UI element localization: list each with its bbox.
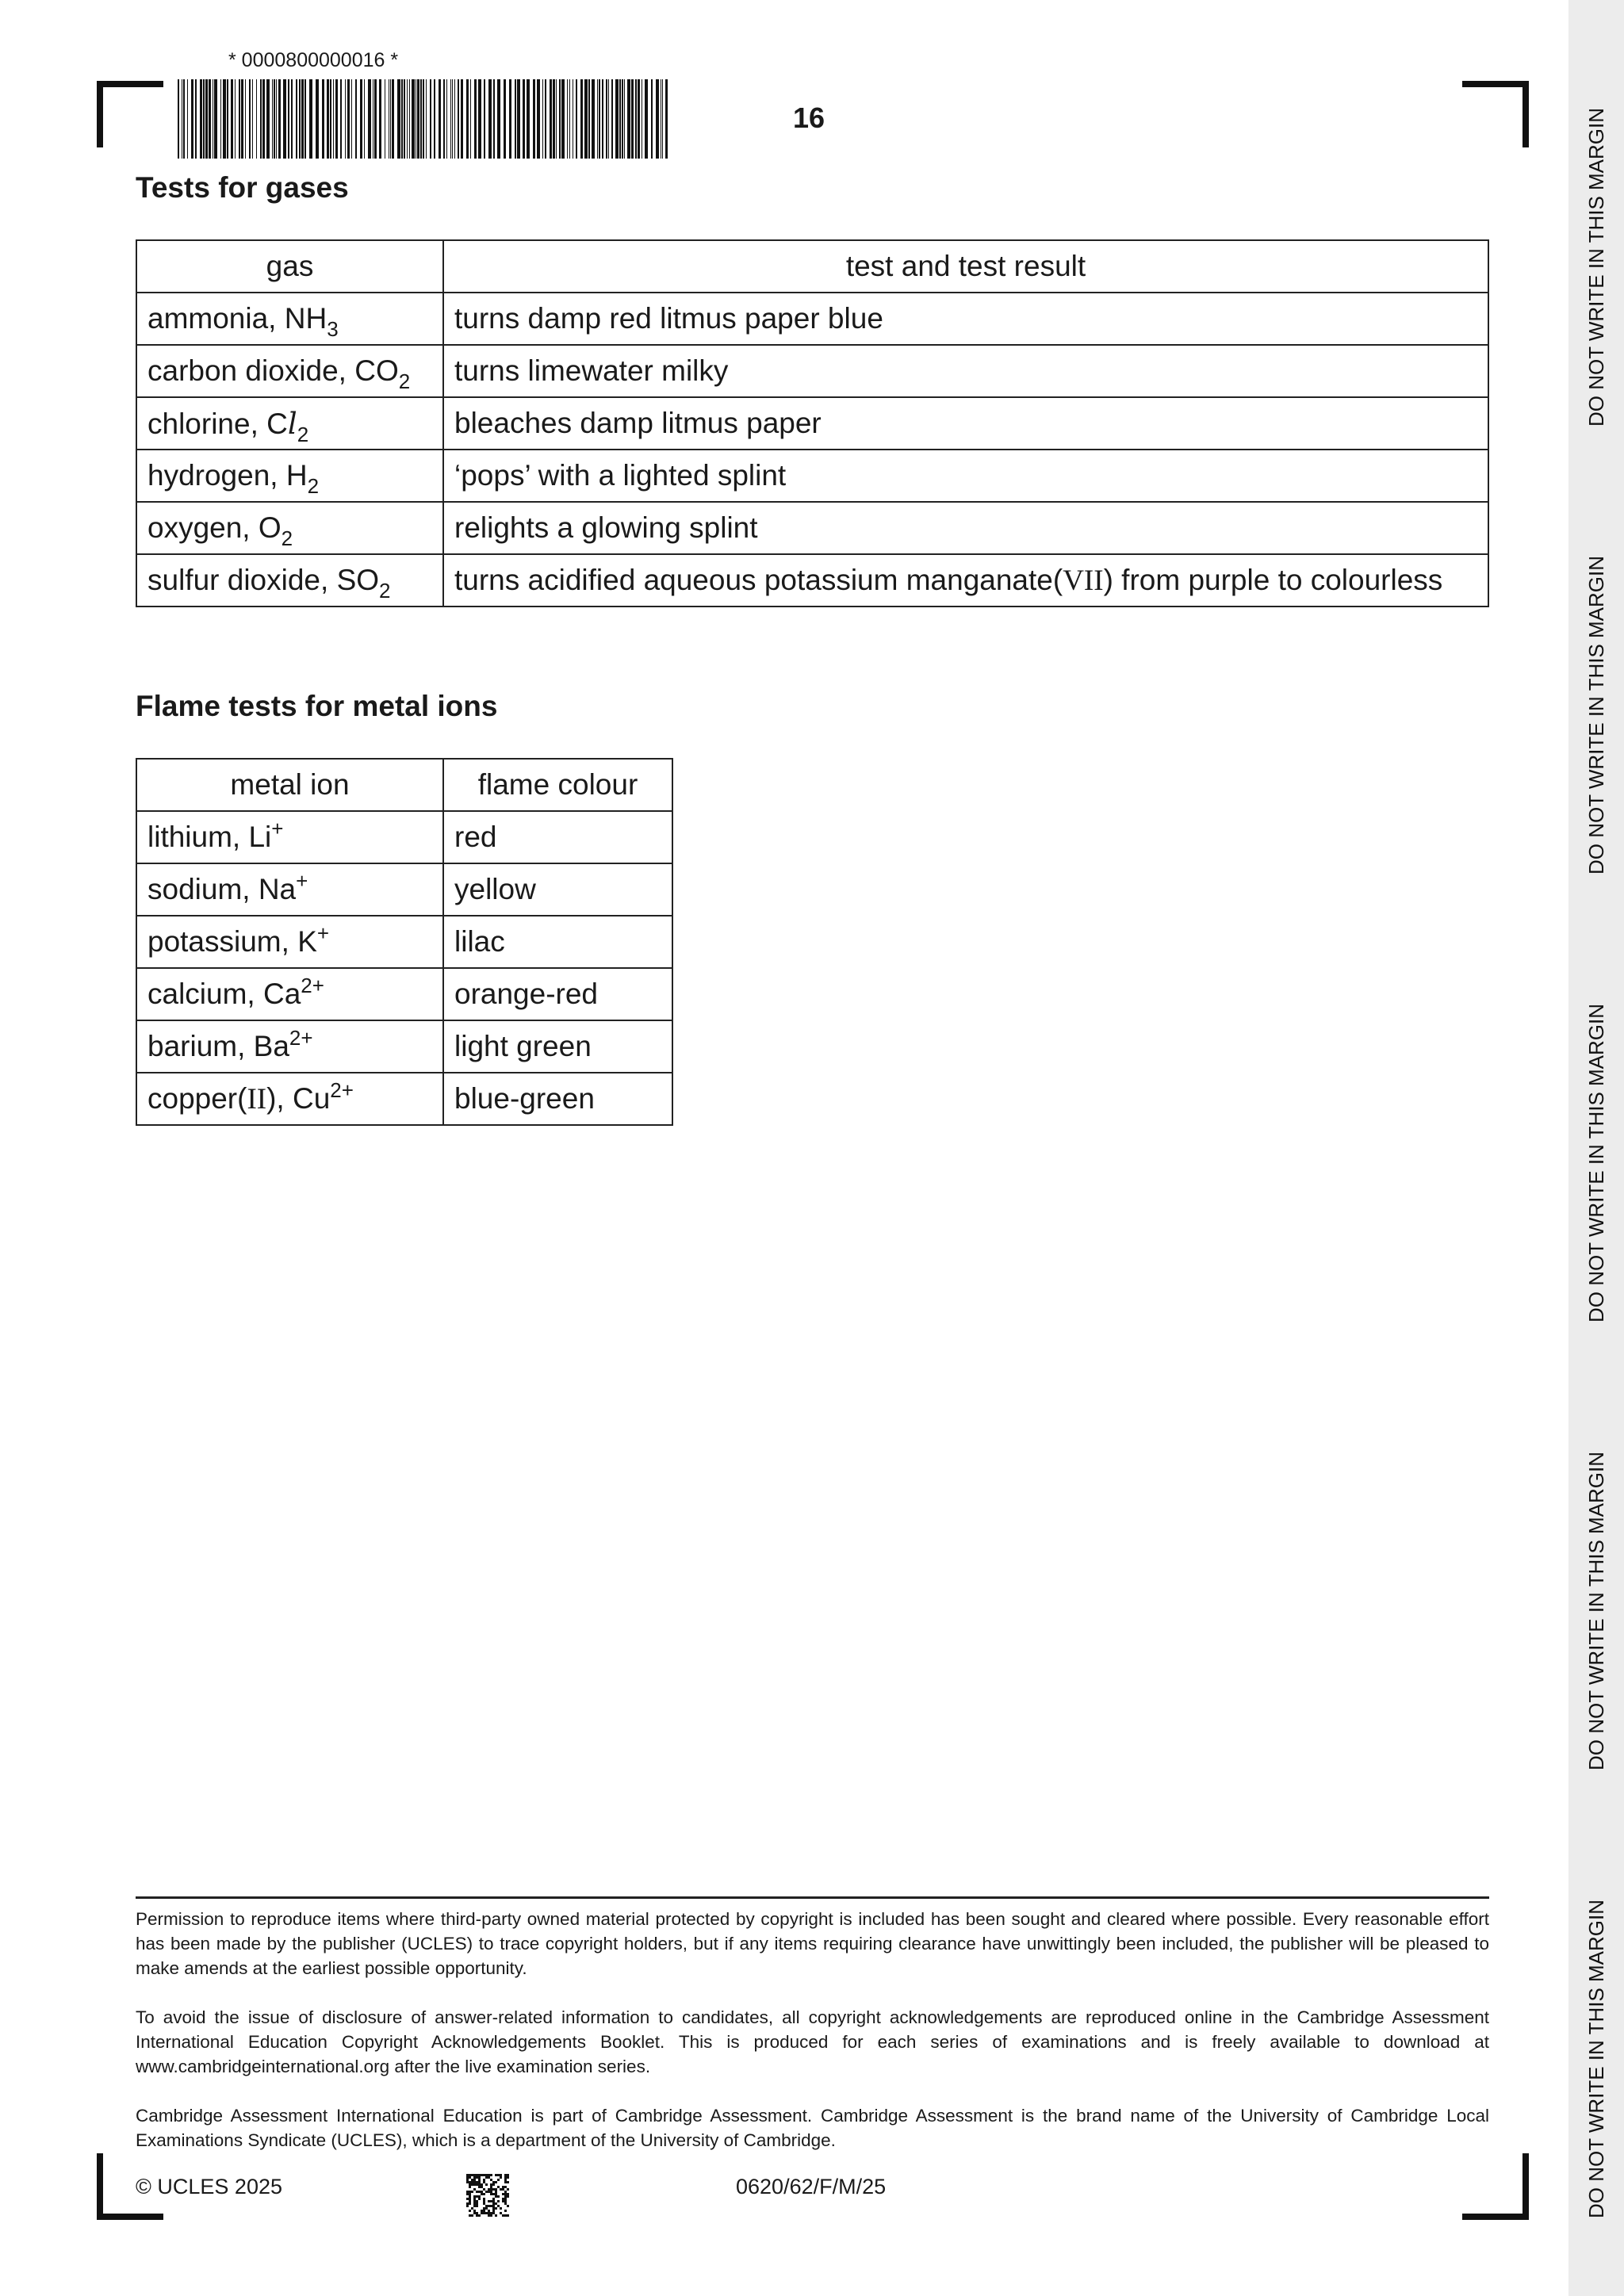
column-header-flame-colour: flame colour: [443, 759, 672, 811]
gas-cell: ammonia, $NH_3$: [136, 293, 443, 345]
colour-cell: orange-red: [443, 968, 672, 1020]
margin-notice: DO NOT WRITE IN THIS MARGIN: [1584, 107, 1608, 427]
table-row: [136, 554, 1488, 607]
table-row: [136, 345, 1488, 397]
table-row: [136, 916, 672, 968]
table-row: [136, 811, 672, 863]
colour-cell: blue-green: [443, 1073, 672, 1125]
colour-cell: red: [443, 811, 672, 863]
qr-code-image: [466, 2174, 509, 2217]
footer-divider: [136, 1896, 1489, 1899]
table-row: [136, 450, 1488, 502]
table-header-row: [136, 240, 1488, 293]
ion-cell: barium, $Ba^{2+}$: [136, 1020, 443, 1073]
gas-tests-title: Tests for gases: [136, 171, 349, 204]
column-header-test: test and test result: [443, 240, 1488, 293]
colour-cell: yellow: [443, 863, 672, 916]
flame-tests-title: Flame tests for metal ions: [136, 690, 498, 722]
barcode-label: * 0000800000016 *: [228, 49, 399, 71]
footer-permission-text: Permission to reproduce items where third-party owned material protected by copyright is included has been sought and cleared where possible. Every reasonable effort has been made by the publisher (UCLES) to trace copyright holders, but if any items requiring clearance have unwittingly been included, the publisher will be pleased to make amends at the earliest possible opportunity.: [136, 1909, 1489, 1978]
ion-cell: sodium, Na+: [136, 863, 443, 916]
footer-cambridge-text: Cambridge Assessment International Education is part of Cambridge Assessment. Cambridge Assessment is the brand name of the University of Cambridge Local Examinations Syndicate (UCLES), which is a department of the University of Cambridge.: [136, 2106, 1489, 2150]
gas-cell: chlorine, $Cl_2$: [136, 397, 443, 450]
table-header-row: [136, 759, 672, 811]
margin-notice: DO NOT WRITE IN THIS MARGIN: [1584, 1451, 1608, 1771]
barcode-image: [178, 79, 669, 159]
table-row: [136, 293, 1488, 345]
gas-tests-table: [136, 239, 1489, 607]
margin-notice: DO NOT WRITE IN THIS MARGIN: [1584, 1003, 1608, 1323]
page-number: 16: [793, 101, 825, 134]
table-row: [136, 1020, 672, 1073]
table-row: [136, 863, 672, 916]
result-cell: relights a glowing splint: [443, 502, 1488, 554]
ion-cell: calcium, $Ca^{2+}$: [136, 968, 443, 1020]
footer-acknowledgements-text: To avoid the issue of disclosure of answer-related information to candidates, all copyright acknowledgements are reproduced online in the Cambridge Assessment International Education Copyright Acknowledgements Booklet. This is produced for each series of examinations and is freely available to download at www.cambridgeinternational.org after the live examination series.: [136, 2007, 1489, 2076]
colour-cell: light green: [443, 1020, 672, 1073]
paper-code: 0620/62/F/M/25: [736, 2175, 887, 2198]
crop-mark-top-right: [1462, 81, 1529, 147]
ion-cell: potassium, K+: [136, 916, 443, 968]
ion-cell: copper(II), $Cu^{2+}$: [136, 1073, 443, 1125]
gas-cell: carbon dioxide, $CO_2$: [136, 345, 443, 397]
crop-mark-bottom-right: [1462, 2153, 1529, 2220]
result-cell: turns acidified aqueous potassium manganate(VII) from purple to colourless: [443, 554, 1488, 607]
table-row: [136, 397, 1488, 450]
result-cell: bleaches damp litmus paper: [443, 397, 1488, 450]
copyright-notice: © UCLES 2025: [136, 2175, 282, 2198]
margin-notice: DO NOT WRITE IN THIS MARGIN: [1584, 1899, 1608, 2219]
column-header-metal-ion: metal ion: [136, 759, 443, 811]
gas-cell: hydrogen, $H_2$: [136, 450, 443, 502]
result-cell: turns limewater milky: [443, 345, 1488, 397]
gas-cell: oxygen, $O_2$: [136, 502, 443, 554]
table-row: [136, 968, 672, 1020]
margin-strip: [1568, 0, 1624, 2296]
ion-cell: lithium, Li+: [136, 811, 443, 863]
gas-cell: sulfur dioxide, $SO_2$: [136, 554, 443, 607]
column-header-gas: gas: [136, 240, 443, 293]
margin-notice: DO NOT WRITE IN THIS MARGIN: [1584, 555, 1608, 875]
result-cell: ‘pops’ with a lighted splint: [443, 450, 1488, 502]
table-row: [136, 502, 1488, 554]
result-cell: turns damp red litmus paper blue: [443, 293, 1488, 345]
crop-mark-top-left: [97, 81, 163, 147]
table-row: [136, 1073, 672, 1125]
flame-tests-table: [136, 758, 673, 1126]
colour-cell: lilac: [443, 916, 672, 968]
